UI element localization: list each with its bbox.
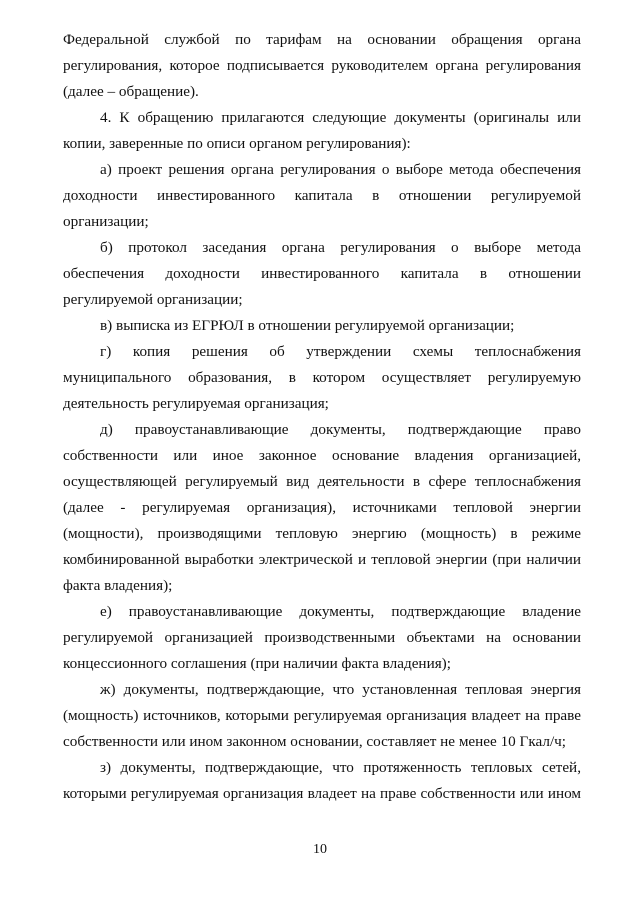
text-line: в) выписка из ЕГРЮЛ в отношении регулируемой организации; [100,317,515,334]
text-line: комбинированной выработки электрической и тепловой энергии (при наличии [63,551,581,568]
page-number: 10 [313,842,327,857]
text-line: собственности или иное законное основание владения организацией, [63,447,581,464]
text-line: регулируемой организации; [63,291,243,308]
text-line: (мощность) источников, которыми регулируемая организация владеет на праве [63,707,581,724]
text-line: копии, заверенные по описи органом регулирования): [63,135,411,152]
text-line: собственности или ином законном основании, составляет не менее 10 Гкал/ч; [63,733,567,750]
text-line: осуществляющей регулируемый вид деятельности в сфере теплоснабжения [63,473,581,490]
text-line: е) правоустанавливающие документы, подтверждающие владение [100,603,581,620]
text-line: (далее - регулируемая организация), источниками тепловой энергии [63,499,581,516]
text-line: регулируемой организацией производственными объектами на основании [63,629,581,646]
text-line: (мощности), производящими тепловую энергию (мощность) в режиме [63,525,581,542]
text-line: факта владения); [63,577,173,594]
text-line: Федеральной службой по тарифам на основании обращения органа [63,31,581,48]
text-line: обеспечения доходности инвестированного капитала в отношении [63,265,581,282]
text-line: з) документы, подтверждающие, что протяженность тепловых сетей, [100,759,581,776]
text-line: (далее – обращение). [63,83,199,100]
text-line: доходности инвестированного капитала в отношении регулируемой [63,187,581,204]
text-line: д) правоустанавливающие документы, подтверждающие право [100,421,581,438]
text-line: регулирования, которое подписывается руководителем органа регулирования [63,57,581,74]
text-line: б) протокол заседания органа регулирования о выборе метода [100,239,581,256]
text-line: которыми регулируемая организация владеет на праве собственности или ином [63,785,581,802]
text-line: 4. К обращению прилагаются следующие документы (оригиналы или [100,109,581,126]
text-line: концессионного соглашения (при наличии факта владения); [63,655,451,672]
text-line: г) копия решения об утверждении схемы теплоснабжения [100,343,581,360]
text-line: организации; [63,213,149,230]
text-line: а) проект решения органа регулирования о выборе метода обеспечения [100,161,581,178]
text-line: деятельность регулируемая организация; [63,395,329,412]
text-line: ж) документы, подтверждающие, что установленная тепловая энергия [100,681,581,698]
text-line: муниципального образования, в котором осуществляет регулируемую [63,369,581,386]
